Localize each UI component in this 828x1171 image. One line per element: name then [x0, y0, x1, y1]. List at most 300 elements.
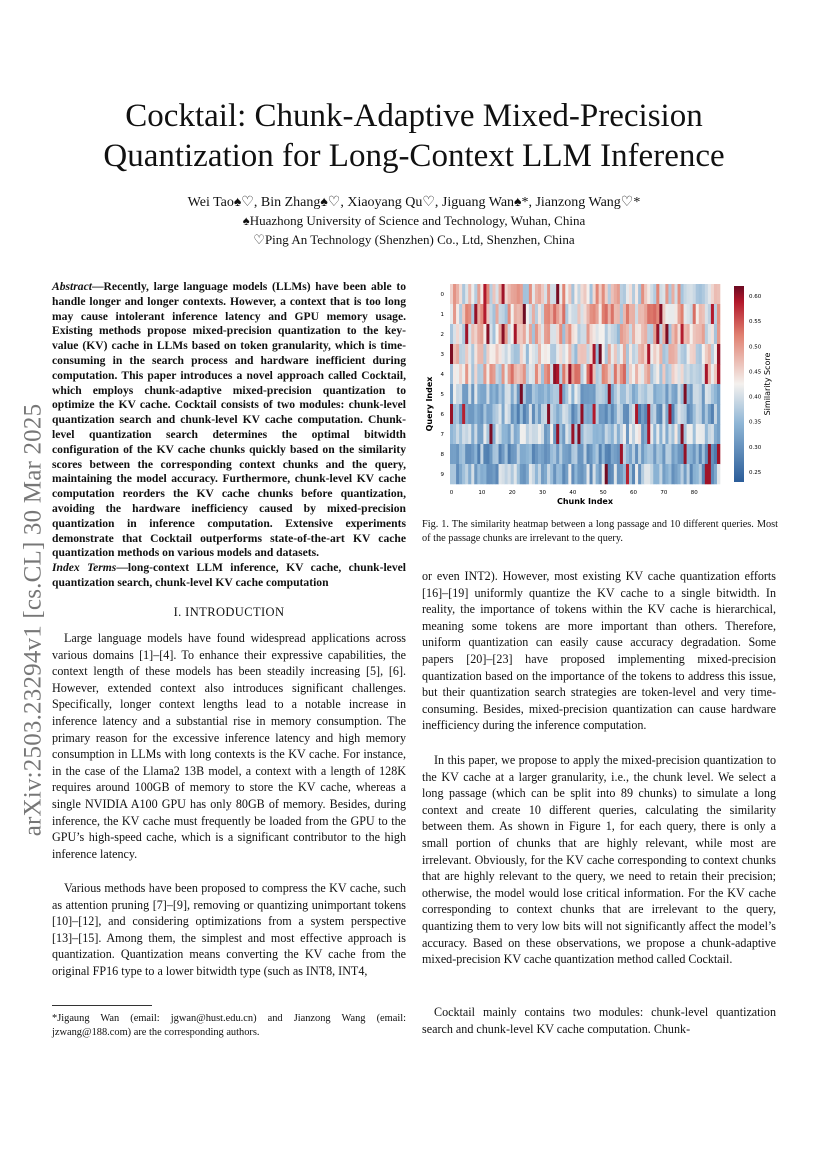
heatmap-cell	[699, 384, 702, 404]
heatmap-cell	[574, 304, 577, 324]
heatmap-cell	[532, 364, 535, 384]
x-tick-label: 10	[478, 490, 486, 496]
heatmap-cell	[656, 344, 659, 364]
heatmap-cell	[605, 324, 608, 344]
heatmap-cell	[465, 444, 468, 464]
heatmap-cell	[632, 464, 635, 484]
heatmap-cell	[562, 424, 565, 444]
heatmap-cell	[674, 384, 677, 404]
heatmap-cell	[690, 324, 693, 344]
heatmap-cell	[565, 444, 568, 464]
heatmap-cell	[614, 344, 617, 364]
heatmap-cell	[693, 324, 696, 344]
heatmap-cell	[638, 304, 641, 324]
heatmap-cell	[559, 384, 562, 404]
heatmap-cell	[590, 424, 593, 444]
heatmap-cell	[477, 424, 480, 444]
heatmap-cell	[620, 364, 623, 384]
heatmap-cell	[678, 284, 681, 304]
heatmap-cell	[650, 344, 653, 364]
heatmap-cell	[523, 424, 526, 444]
heatmap-cell	[471, 384, 474, 404]
heatmap-cell	[583, 344, 586, 364]
heatmap-cell	[480, 424, 483, 444]
heatmap-cell	[538, 304, 541, 324]
heatmap-cell	[511, 424, 514, 444]
heatmap-cell	[453, 464, 456, 484]
heatmap-cell	[483, 364, 486, 384]
heatmap-cell	[468, 364, 471, 384]
heatmap-cell	[550, 464, 553, 484]
heatmap-cell	[671, 344, 674, 364]
heatmap-cell	[678, 364, 681, 384]
heatmap-cell	[587, 284, 590, 304]
heatmap-cell	[535, 404, 538, 424]
heatmap-cell	[483, 304, 486, 324]
heatmap-cell	[462, 364, 465, 384]
colorbar	[734, 286, 744, 482]
heatmap-cell	[641, 404, 644, 424]
heatmap-cell	[483, 284, 486, 304]
heatmap-cell	[480, 384, 483, 404]
heatmap-cell	[477, 384, 480, 404]
heatmap-cell	[620, 444, 623, 464]
heatmap-cell	[474, 404, 477, 424]
heatmap-cell	[614, 424, 617, 444]
heatmap-cell	[693, 424, 696, 444]
heatmap-cell	[602, 284, 605, 304]
heatmap-cell	[714, 444, 717, 464]
heatmap-cell	[708, 304, 711, 324]
heatmap-cell	[462, 424, 465, 444]
heatmap-cell	[541, 404, 544, 424]
heatmap-cell	[577, 324, 580, 344]
heatmap-cell	[714, 304, 717, 324]
heatmap-cell	[599, 284, 602, 304]
heatmap-cell	[535, 304, 538, 324]
heatmap-cell	[593, 304, 596, 324]
heatmap-cell	[632, 284, 635, 304]
heatmap-cell	[605, 344, 608, 364]
heatmap-cell	[535, 444, 538, 464]
heatmap-cell	[544, 324, 547, 344]
heatmap-cell	[526, 464, 529, 484]
heatmap-cell	[532, 344, 535, 364]
heatmap-cell	[547, 344, 550, 364]
heatmap-cell	[453, 304, 456, 324]
heatmap-cell	[665, 424, 668, 444]
heatmap-cell	[538, 444, 541, 464]
heatmap-cell	[480, 324, 483, 344]
heatmap-cell	[583, 284, 586, 304]
heatmap-cell	[514, 384, 517, 404]
heatmap-cell	[505, 364, 508, 384]
heatmap-cell	[529, 344, 532, 364]
y-tick-label: 2	[440, 332, 444, 338]
heatmap-cell	[580, 404, 583, 424]
heatmap-cell	[508, 324, 511, 344]
heatmap-cell	[508, 284, 511, 304]
heatmap-cell	[617, 404, 620, 424]
heatmap-cell	[714, 424, 717, 444]
heatmap-cell	[559, 424, 562, 444]
heatmap-cell	[505, 324, 508, 344]
heatmap-cell	[486, 304, 489, 324]
heatmap-cell	[538, 364, 541, 384]
colorbar-tick-label: 0.40	[749, 394, 762, 401]
heatmap-cell	[499, 404, 502, 424]
heatmap-cell	[489, 324, 492, 344]
heatmap-cell	[638, 344, 641, 364]
heatmap-cell	[659, 464, 662, 484]
heatmap-cell	[699, 324, 702, 344]
heatmap-cell	[474, 444, 477, 464]
heatmap-cell	[650, 324, 653, 344]
heatmap-cell	[614, 444, 617, 464]
heatmap-cell	[696, 384, 699, 404]
heatmap-cell	[471, 284, 474, 304]
heatmap-cell	[626, 384, 629, 404]
heatmap-cell	[453, 324, 456, 344]
heatmap-cell	[632, 384, 635, 404]
heatmap-cell	[489, 464, 492, 484]
heatmap-cell	[635, 404, 638, 424]
heatmap-cell	[523, 364, 526, 384]
heatmap-cell	[614, 284, 617, 304]
abstract-label: Abstract	[52, 280, 92, 293]
heatmap-cell	[684, 424, 687, 444]
heatmap-cell	[480, 284, 483, 304]
heatmap-cell	[508, 424, 511, 444]
heatmap-cell	[717, 324, 720, 344]
heatmap-cell	[450, 344, 453, 364]
heatmap-cell	[499, 464, 502, 484]
heatmap-cell	[693, 404, 696, 424]
heatmap-cell	[496, 464, 499, 484]
heatmap-cell	[611, 464, 614, 484]
heatmap-cell	[577, 364, 580, 384]
y-tick-label: 4	[440, 372, 444, 378]
heatmap-cell	[580, 424, 583, 444]
heatmap-cell	[708, 364, 711, 384]
heatmap-cell	[644, 284, 647, 304]
heatmap-cell	[702, 424, 705, 444]
heatmap-cell	[608, 444, 611, 464]
heatmap-cell	[599, 304, 602, 324]
heatmap-cell	[529, 404, 532, 424]
heatmap-cell	[547, 284, 550, 304]
heatmap-cell	[541, 344, 544, 364]
heatmap-cell	[681, 324, 684, 344]
heatmap-cell	[517, 384, 520, 404]
heatmap-cell	[520, 464, 523, 484]
heatmap-cell	[565, 304, 568, 324]
heatmap-cell	[641, 304, 644, 324]
heatmap-cell	[674, 424, 677, 444]
heatmap-cell	[550, 344, 553, 364]
heatmap-cell	[517, 324, 520, 344]
heatmap-cell	[626, 324, 629, 344]
heatmap-cell	[717, 284, 720, 304]
heatmap-cell	[611, 404, 614, 424]
heatmap-cell	[650, 364, 653, 384]
heatmap-cell	[523, 324, 526, 344]
heatmap-cell	[483, 424, 486, 444]
heatmap-cell	[544, 464, 547, 484]
heatmap-cell	[526, 444, 529, 464]
heatmap-cell	[550, 384, 553, 404]
heatmap-cell	[502, 304, 505, 324]
heatmap-cell	[547, 304, 550, 324]
heatmap-cell	[614, 384, 617, 404]
heatmap-cell	[492, 424, 495, 444]
heatmap-cell	[696, 344, 699, 364]
heatmap-cell	[556, 444, 559, 464]
heatmap-cell	[468, 344, 471, 364]
heatmap-cell	[480, 304, 483, 324]
heatmap-cell	[656, 384, 659, 404]
heatmap-cell	[668, 364, 671, 384]
heatmap-cell	[553, 424, 556, 444]
heatmap-cell	[535, 424, 538, 444]
colorbar-tick-label: 0.30	[749, 444, 762, 451]
heatmap-cell	[717, 444, 720, 464]
heatmap-cell	[626, 364, 629, 384]
heatmap-cell	[593, 364, 596, 384]
heatmap-cell	[671, 284, 674, 304]
heatmap-cell	[535, 464, 538, 484]
heatmap-cell	[693, 444, 696, 464]
heatmap-cell	[635, 444, 638, 464]
colorbar-tick-label: 0.50	[749, 344, 762, 351]
heatmap-cell	[644, 304, 647, 324]
heatmap-cell	[583, 304, 586, 324]
heatmap-cell	[514, 324, 517, 344]
y-tick-label: 5	[440, 392, 444, 398]
heatmap-cell	[602, 384, 605, 404]
heatmap-cell	[605, 304, 608, 324]
heatmap-cell	[511, 284, 514, 304]
heatmap-cell	[577, 304, 580, 324]
heatmap-cell	[526, 324, 529, 344]
heatmap-cell	[647, 444, 650, 464]
heatmap-cell	[568, 364, 571, 384]
heatmap-cell	[511, 464, 514, 484]
heatmap-cell	[678, 324, 681, 344]
heatmap-cell	[468, 304, 471, 324]
heatmap-cell	[568, 324, 571, 344]
x-tick-label: 60	[630, 490, 638, 496]
heatmap-cell	[668, 304, 671, 324]
heatmap-cell	[620, 404, 623, 424]
heatmap-cell	[571, 364, 574, 384]
heatmap-cell	[574, 444, 577, 464]
heatmap-cell	[486, 364, 489, 384]
heatmap-cell	[492, 344, 495, 364]
heatmap-cell	[605, 424, 608, 444]
figure-1-heatmap	[422, 278, 778, 510]
heatmap-cell	[489, 304, 492, 324]
heatmap-cell	[474, 424, 477, 444]
heatmap-cell	[708, 284, 711, 304]
heatmap-cell	[486, 464, 489, 484]
heatmap-cell	[587, 344, 590, 364]
heatmap-cell	[629, 384, 632, 404]
heatmap-cell	[559, 444, 562, 464]
heatmap-cell	[496, 364, 499, 384]
heatmap-cell	[468, 384, 471, 404]
heatmap-cell	[511, 404, 514, 424]
heatmap-cell	[632, 364, 635, 384]
heatmap-cell	[681, 464, 684, 484]
heatmap-cell	[541, 444, 544, 464]
x-tick-label: 0	[449, 490, 454, 496]
heatmap-cell	[644, 324, 647, 344]
heatmap-cell	[459, 464, 462, 484]
heatmap-cell	[459, 324, 462, 344]
heatmap-cell	[453, 384, 456, 404]
heatmap-cell	[517, 284, 520, 304]
heatmap-cell	[617, 384, 620, 404]
heatmap-cell	[568, 404, 571, 424]
heatmap-svg	[422, 278, 778, 510]
heatmap-cell	[523, 344, 526, 364]
heatmap-cell	[674, 404, 677, 424]
heatmap-cell	[699, 344, 702, 364]
heatmap-cell	[590, 364, 593, 384]
heatmap-cell	[556, 424, 559, 444]
y-tick-label: 1	[440, 312, 444, 318]
heatmap-cell	[638, 364, 641, 384]
heatmap-cell	[538, 324, 541, 344]
heatmap-cell	[690, 284, 693, 304]
heatmap-cell	[477, 464, 480, 484]
heatmap-cell	[623, 304, 626, 324]
heatmap-cell	[502, 424, 505, 444]
x-tick-label: 80	[690, 490, 698, 496]
heatmap-cell	[674, 364, 677, 384]
heatmap-cell	[517, 464, 520, 484]
heatmap-cell	[714, 284, 717, 304]
heatmap-cell	[596, 464, 599, 484]
heatmap-cell	[653, 444, 656, 464]
heatmap-cell	[568, 444, 571, 464]
heatmap-cell	[705, 284, 708, 304]
heatmap-cell	[450, 384, 453, 404]
heatmap-cell	[492, 284, 495, 304]
colorbar-tick-labels	[749, 294, 762, 476]
heatmap-cell	[623, 404, 626, 424]
heatmap-cell	[611, 324, 614, 344]
heatmap-cell	[602, 424, 605, 444]
heatmap-cell	[702, 284, 705, 304]
heatmap-cell	[693, 384, 696, 404]
heatmap-cell	[714, 404, 717, 424]
heatmap-cell	[699, 284, 702, 304]
heatmap-cell	[671, 324, 674, 344]
heatmap-cell	[541, 324, 544, 344]
x-tick-label: 40	[569, 490, 577, 496]
heatmap-cell	[577, 424, 580, 444]
heatmap-cell	[526, 424, 529, 444]
heatmap-cell	[541, 304, 544, 324]
heatmap-cell	[553, 384, 556, 404]
heatmap-cell	[714, 384, 717, 404]
heatmap-cell	[690, 404, 693, 424]
heatmap-cell	[562, 404, 565, 424]
heatmap-cell	[668, 464, 671, 484]
heatmap-cell	[711, 444, 714, 464]
index-terms	[52, 561, 406, 591]
heatmap-cell	[550, 444, 553, 464]
heatmap-cell	[623, 324, 626, 344]
heatmap-cell	[647, 424, 650, 444]
heatmap-cell	[453, 404, 456, 424]
heatmap-cell	[520, 344, 523, 364]
heatmap-cell	[574, 284, 577, 304]
heatmap-cell	[489, 404, 492, 424]
heatmap-cell	[653, 344, 656, 364]
heatmap-cell	[580, 464, 583, 484]
heatmap-cell	[647, 304, 650, 324]
heatmap-cell	[681, 444, 684, 464]
heatmap-cell	[459, 364, 462, 384]
heatmap-cell	[690, 304, 693, 324]
heatmap-cell	[580, 384, 583, 404]
heatmap-cell	[480, 344, 483, 364]
heatmap-cell	[602, 464, 605, 484]
heatmap-cell	[671, 304, 674, 324]
x-axis-label: Chunk Index	[556, 497, 614, 506]
heatmap-cell	[483, 464, 486, 484]
heatmap-cell	[699, 404, 702, 424]
heatmap-cell	[684, 284, 687, 304]
heatmap-cell	[583, 424, 586, 444]
heatmap-cell	[571, 404, 574, 424]
heatmap-cell	[662, 364, 665, 384]
heatmap-cell	[496, 444, 499, 464]
heatmap-cell	[650, 304, 653, 324]
heatmap-cell	[626, 444, 629, 464]
heatmap-cell	[711, 284, 714, 304]
heatmap-cell	[520, 404, 523, 424]
heatmap-cell	[547, 464, 550, 484]
heatmap-cell	[659, 444, 662, 464]
heatmap-cell	[593, 404, 596, 424]
heatmap-cell	[477, 404, 480, 424]
heatmap-cell	[641, 384, 644, 404]
heatmap-cell	[562, 284, 565, 304]
heatmap-cell	[608, 364, 611, 384]
heatmap-cell	[568, 424, 571, 444]
heatmap-cell	[587, 384, 590, 404]
heatmap-cell	[626, 284, 629, 304]
heatmap-cell	[526, 304, 529, 324]
heatmap-cell	[687, 464, 690, 484]
heatmap-cell	[665, 444, 668, 464]
heatmap-cell	[644, 464, 647, 484]
heatmap-cell	[483, 404, 486, 424]
heatmap-cell	[492, 444, 495, 464]
heatmap-cell	[465, 284, 468, 304]
heatmap-cell	[650, 384, 653, 404]
heatmap-cell	[499, 424, 502, 444]
heatmap-cell	[696, 324, 699, 344]
heatmap-cell	[538, 384, 541, 404]
heatmap-cell	[711, 404, 714, 424]
heatmap-cell	[459, 284, 462, 304]
x-tick-label: 70	[660, 490, 668, 496]
